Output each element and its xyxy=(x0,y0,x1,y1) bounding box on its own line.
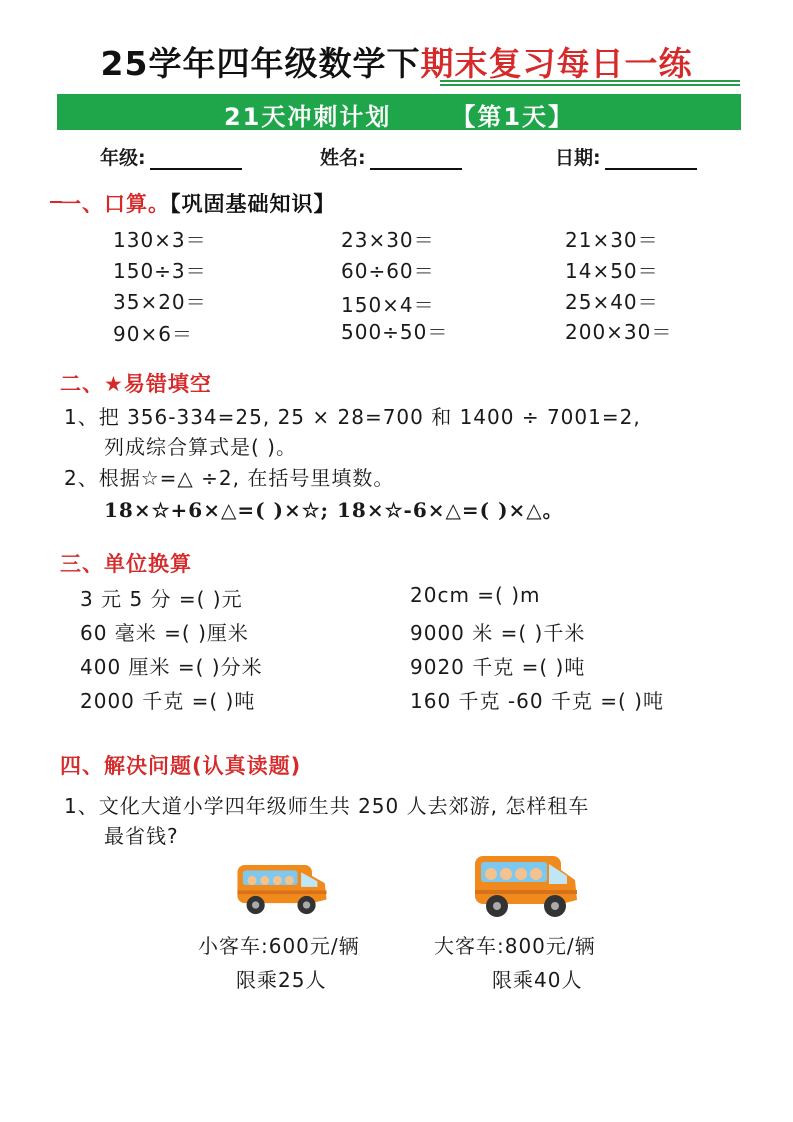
banner-plan: 21天冲刺计划 xyxy=(223,103,392,131)
name-field[interactable] xyxy=(320,143,462,170)
calc-item: 150÷3＝ xyxy=(113,259,207,283)
question-line: 1、文化大道小学四年级师生共 250 人去郊游, 怎样租车 xyxy=(64,794,590,818)
title-black: 25学年四年级数学下 xyxy=(100,44,421,83)
calc-item: 500÷50＝ xyxy=(341,320,449,344)
question-line: 2、根据☆=△ ÷2, 在括号里填数。 xyxy=(64,466,395,490)
title-underline xyxy=(440,80,740,86)
section1-subtitle: 【巩固基础知识】 xyxy=(170,192,336,216)
name-label: 姓名: xyxy=(320,147,366,169)
date-line xyxy=(605,150,697,170)
large-bus-price: 大客车:800元/辆 xyxy=(434,934,596,958)
small-bus-icon xyxy=(232,850,332,920)
calc-item: 21×30＝ xyxy=(565,228,659,252)
date-label: 日期: xyxy=(555,147,601,169)
unit-item: 20cm =( )m xyxy=(410,583,541,607)
calc-item: 23×30＝ xyxy=(341,228,435,252)
calc-item: 130×3＝ xyxy=(113,228,207,252)
title-red: 期末复习每日一练 xyxy=(420,44,693,83)
grade-label: 年级: xyxy=(100,147,146,169)
calc-item: 35×20＝ xyxy=(113,290,207,314)
section2-heading: 二、★易错填空 xyxy=(60,372,212,396)
question-line: 最省钱? xyxy=(104,824,179,848)
grade-field[interactable] xyxy=(100,143,242,170)
page-title xyxy=(0,38,793,85)
large-bus-limit: 限乘40人 xyxy=(492,968,583,992)
banner-day: 【第1天】 xyxy=(451,103,575,131)
unit-item: 2000 千克 =( )吨 xyxy=(80,689,256,713)
banner-text xyxy=(57,97,741,132)
unit-item: 9020 千克 =( )吨 xyxy=(410,655,586,679)
calc-item: 14×50＝ xyxy=(565,259,659,283)
section1-title: 一、口算。 xyxy=(60,192,170,216)
section3-heading: 三、单位换算 xyxy=(60,552,192,576)
question-line: 1、把 356-334=25, 25 × 28=700 和 1400 ÷ 7001=2, xyxy=(64,405,641,429)
question-line: 18×☆+6×△=( )×☆; 18×☆-6×△=( )×△。 xyxy=(104,498,564,522)
small-bus-limit: 限乘25人 xyxy=(236,968,327,992)
calc-item: 25×40＝ xyxy=(565,290,659,314)
unit-item: 60 毫米 =( )厘米 xyxy=(80,621,249,645)
unit-item: 3 元 5 分 =( )元 xyxy=(80,587,243,611)
calc-item: 90×6＝ xyxy=(113,322,193,346)
grade-line xyxy=(150,150,242,170)
question-line: 列成综合算式是( )。 xyxy=(104,435,297,459)
unit-item: 160 千克 -60 千克 =( )吨 xyxy=(410,689,664,713)
calc-item: 150×4＝ xyxy=(341,293,435,317)
large-bus-icon xyxy=(468,848,584,920)
calc-item: 60÷60＝ xyxy=(341,259,435,283)
small-bus-price: 小客车:600元/辆 xyxy=(198,934,360,958)
calc-item: 200×30＝ xyxy=(565,320,673,344)
name-line xyxy=(370,150,462,170)
date-field[interactable] xyxy=(555,143,697,170)
unit-item: 9000 米 =( )千米 xyxy=(410,621,586,645)
section1-heading xyxy=(60,188,336,218)
unit-item: 400 厘米 =( )分米 xyxy=(80,655,263,679)
section4-heading: 四、解决问题(认真读题) xyxy=(60,754,302,778)
